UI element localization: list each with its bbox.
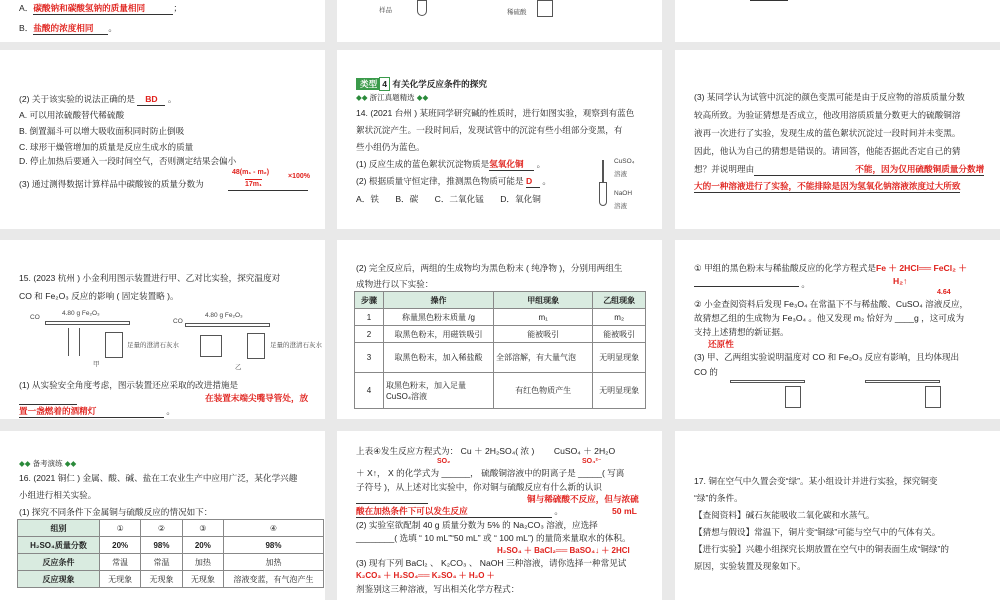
question-text: (2) 实验室欲配制 40 g 质量分数为 5% 的 Na₂CO₃ 溶液，应选择 [356, 520, 598, 530]
answer-text: 在装置末端尖嘴导管处，放 [205, 393, 309, 403]
question-text: 15. (2023 杭州 ) 小金利用图示装置进行甲、乙对比实验，探究温度对 [19, 273, 281, 283]
question-text: 上表④发生反应方程式为： Cu ＋ 2H₂SO₄( 浓 ) CuSO₄ ＋ 2H₂O [356, 446, 616, 456]
question-2: (2) 关于该实验的说法正确的是 BD 。 [19, 94, 177, 104]
option-a: A. 可以用浓硫酸替代稀硫酸 [19, 110, 125, 120]
answer-b: B．盐酸的浓度相同 。 [19, 23, 117, 33]
table-row: 1 称量黑色粉末质量 /g m₁ m₂ [355, 309, 646, 326]
question-text: 较高所致。为验证猜想是否成立，他改用溶质质量分数更大的硫酸铜溶 [694, 110, 961, 120]
bottle-icon [785, 386, 801, 408]
question-text: 16. (2021 铜仁 ) 金属、酸、碱、盐在工农业生产中应用广泛，某化学兴趣 [19, 473, 298, 483]
figure-label: 样品 [379, 7, 392, 14]
answer-line [228, 190, 308, 191]
slide-8[interactable] [337, 240, 662, 419]
answer-text: K₂CO₃ ＋ H₂SO₄══ K₂SO₄ ＋ H₂O ＋ [356, 571, 495, 580]
question-text: (2) 完全反应后，两组的生成物均为黑色粉末 ( 纯净物 )，分别用两组生 [356, 263, 623, 273]
question-text: 些小组仍为蓝色。 [356, 142, 425, 152]
question-text: CO 和 Fe₂O₃ 反应的影响 ( 固定装置略 )。 [19, 291, 179, 301]
answer-text: H₂↑ [893, 276, 908, 286]
slide-7[interactable]: 15. (2023 杭州 ) 小金利用图示装置进行甲、乙对比实验，探究温度对 CO 和 Fe₂O₃ 反应的影响 ( 固定装置略 )。 CO 4.80 g Fe₂O₃ 足量的澄清石灰水 甲 CO 4.80 g Fe₂O₃ 足量的澄清石灰水 乙 (1) 从实验安全角度考虑，图示装置还应采取的改进措施是 在装置末端尖嘴导管处，放 置一盏燃着的酒精灯 。 [0, 240, 325, 419]
test-tube-icon [599, 182, 607, 206]
question-text: 想？并说明理由 不能，因为仅用硫酸铜质量分数增 [694, 164, 985, 174]
answer-text: 大的一种溶液进行了实验，不能排除是因为氢氧化钠溶液浓度过大所致 [694, 181, 961, 191]
subsection-label: ◆◆ 备考演练 ◆◆ [19, 459, 77, 468]
answer-text: 置一盏燃着的酒精灯 。 [19, 406, 175, 416]
flask-icon [417, 0, 427, 16]
question-text: 液再一次进行了实验，发现生成的蓝色絮状沉淀过一段时间并未变黑。 [694, 128, 961, 138]
slide-4[interactable] [0, 50, 325, 229]
question-text: (1) 探究不同条件下金属铜与硫酸反应的情况如下： [19, 507, 213, 517]
slide-1[interactable] [0, 0, 325, 42]
question-text: 剂鉴别这三种溶液，写出相关化学方程式： [356, 584, 520, 594]
question-1: (1) 从实验安全角度考虑，图示装置还应采取的改进措施是 [19, 380, 239, 390]
table-row: 组别 ① ② ③ ④ [18, 520, 324, 537]
question-text: 故猜想乙组的生成物为 Fe₃O₄ 。他又发现 m₂ 恰好为 ____g ，这可成为 [694, 313, 965, 323]
slide-10[interactable] [0, 431, 325, 600]
question-text: ＋ X↑， X 的化学式为 ______， 硫酸铜溶液中的阴离子是 _____( 写离 [356, 468, 625, 478]
dropper-icon [602, 160, 604, 182]
question-text: 17. 铜在空气中久置会变“绿”。某小组设计并进行实验，探究铜变 [694, 476, 938, 486]
answer-text: 4.64 [937, 289, 951, 296]
question-text: 支持上述猜想的新证据。 [694, 327, 789, 337]
answer-a: A．碳酸钠和碳酸氢钠的质量相同 ； [19, 3, 182, 13]
question-1: (1) 反应生成的蓝色絮状沉淀物质是氢氧化铜 。 [356, 159, 546, 169]
slide-6[interactable] [675, 50, 1000, 229]
answer-text: SO₄²⁻ [582, 458, 602, 465]
question-text: 小组进行相关实验。 [19, 490, 97, 500]
question-text: 原因，实验装置及现象如下。 [694, 561, 806, 571]
option-d: D. 停止加热后要通入一段时间空气，否则测定结果会偏小 [19, 156, 237, 166]
slide-3[interactable] [675, 0, 1000, 42]
reaction-table [17, 519, 324, 588]
answer-numerator: 48(m₁ - m₂) [232, 169, 270, 176]
answer-text: 酸在加热条件下可以发生反应 。 [356, 506, 563, 516]
question-text: 【查阅资料】碱石灰能吸收二氧化碳和水蒸气。 [694, 510, 875, 520]
tube-label: CuSO₄ [614, 158, 635, 165]
question-text: ② 小金查阅资料后发现 Fe₃O₄ 在常温下不与稀盐酸、CuSO₄ 溶液反应， [694, 299, 969, 309]
subsection-label: ◆◆ 浙江真题精选 ◆◆ [356, 93, 429, 102]
question-text: ① 甲组的黑色粉末与稀盐酸反应的化学方程式是Fe ＋ 2HCl══ FeCl₂ ＋ [694, 263, 967, 273]
answer-text: 铜与稀硫酸不反应，但与浓硫 [527, 494, 639, 504]
table-row: H₂SO₄质量分数 20% 98% 20% 98% [18, 537, 324, 554]
answer-denominator: 17m₁ [245, 181, 262, 188]
figure-label: 稀硫酸 [507, 9, 527, 16]
answer-line: 。 [694, 278, 810, 290]
answer-text: 还原性 [708, 339, 734, 349]
answer-tail: ×100% [288, 173, 310, 180]
table-row: 3 取黑色粉末，加入稀盐酸 全部溶解，有大量气泡 无明显现象 [355, 343, 646, 373]
table-row: 4 取黑色粉末，加入足量CuSO₄溶液 有红色物质产生 无明显现象 [355, 373, 646, 409]
question-text: (3) 某同学认为试管中沉淀的颜色变黑可能是由于反应物的溶质质量分数 [694, 92, 965, 102]
tube-label: NaOH [614, 190, 633, 197]
slide-11[interactable] [337, 431, 662, 600]
question-text: 【猜想与假设】常温下，铜片变“铜绿”可能与空气中的气体有关。 [694, 527, 941, 537]
answer-line [750, 0, 788, 1]
beaker-icon [537, 0, 553, 17]
apparatus-figure [865, 380, 940, 383]
question-text: “绿”的条件。 [694, 493, 743, 503]
options: A．铁 B．碳 C．二氧化锰 D．氧化铜 [356, 194, 541, 204]
slide-5[interactable] [337, 50, 662, 229]
answer-text: 50 mL [612, 506, 637, 516]
question-text: 【进行实验】兴趣小组探究长期放置在空气中的铜表面生成“铜绿”的 [694, 544, 949, 554]
slide-2[interactable] [337, 0, 662, 42]
tube-label: 溶液 [614, 171, 627, 178]
apparatus-figure [730, 380, 805, 383]
bottle-icon [925, 386, 941, 408]
question-text: (3) 现有下列 BaCl₂ 、 K₂CO₃ 、 NaOH 三种溶液，请你选择一种常见试 [356, 558, 627, 568]
answer-text: H₂SO₄ ＋ BaCl₂══ BaSO₄↓ ＋ 2HCl [497, 546, 630, 555]
question-text: 因此，他认为自己的猜想是错误的。请回答，他能否据此否定自己的猜 [694, 146, 961, 156]
section-header: 类型 4 有关化学反应条件的探究 [356, 77, 487, 91]
answer-text: SO₂ [437, 458, 451, 465]
question-text: CO 的 [694, 367, 718, 377]
question-text: ________( 选填 “ 10 mL”“50 mL” 或 “ 100 mL”) 的量筒来量取水的体积。 [356, 533, 631, 543]
experiment-table: 步骤 操作 甲组现象 乙组现象 1 称量黑色粉末质量 /g m₁ m₂ 2 取黑色粉末，用磁铁吸引 能被吸引 能被吸引 3 取黑色粉末，加入稀盐酸 全部溶解，有大量气泡 无明显现象 4 取黑色粉末，加入足量CuSO₄溶液 有红色物质产生 无明显现象 [354, 291, 646, 409]
table-row: 反应现象 无现象 无现象 无现象 溶液变蓝，有气泡产生 [18, 571, 324, 588]
answer-line [356, 503, 428, 504]
question-3: (3) 通过测得数据计算样品中碳酸铵的质量分数为 [19, 179, 204, 189]
question-text: (3) 甲、乙两组实验说明温度对 CO 和 Fe₂O₃ 反应有影响，且均体现出 [694, 352, 960, 362]
question-2: (2) 根据质量守恒定律，推测黑色物质可能是 D 。 [356, 176, 551, 186]
question-text: 成物进行以下实验： [356, 279, 434, 289]
table-row: 2 取黑色粉末，用磁铁吸引 能被吸引 能被吸引 [355, 326, 646, 343]
table-row: 反应条件 常温 常温 加热 加热 [18, 554, 324, 571]
option-c: C. 球形干燥管增加的质量是反应生成水的质量 [19, 142, 194, 152]
question-text: 子符号 )，从上述对比实验中，你对铜与硫酸反应有什么新的认识 [356, 482, 602, 492]
tube-label: 溶液 [614, 203, 627, 210]
question-text: 絮状沉淀产生。一段时间后，发现试管中的沉淀有些小组部分变黑，有 [356, 125, 623, 135]
option-b: B. 倒置漏斗可以增大吸收面积同时防止倒吸 [19, 126, 185, 136]
slide-12[interactable] [675, 431, 1000, 600]
slide-9[interactable] [675, 240, 1000, 419]
question-text: 14. (2021 台州 ) 某班同学研究碱的性质时，进行如图实验，观察到有蓝色 [356, 108, 635, 118]
